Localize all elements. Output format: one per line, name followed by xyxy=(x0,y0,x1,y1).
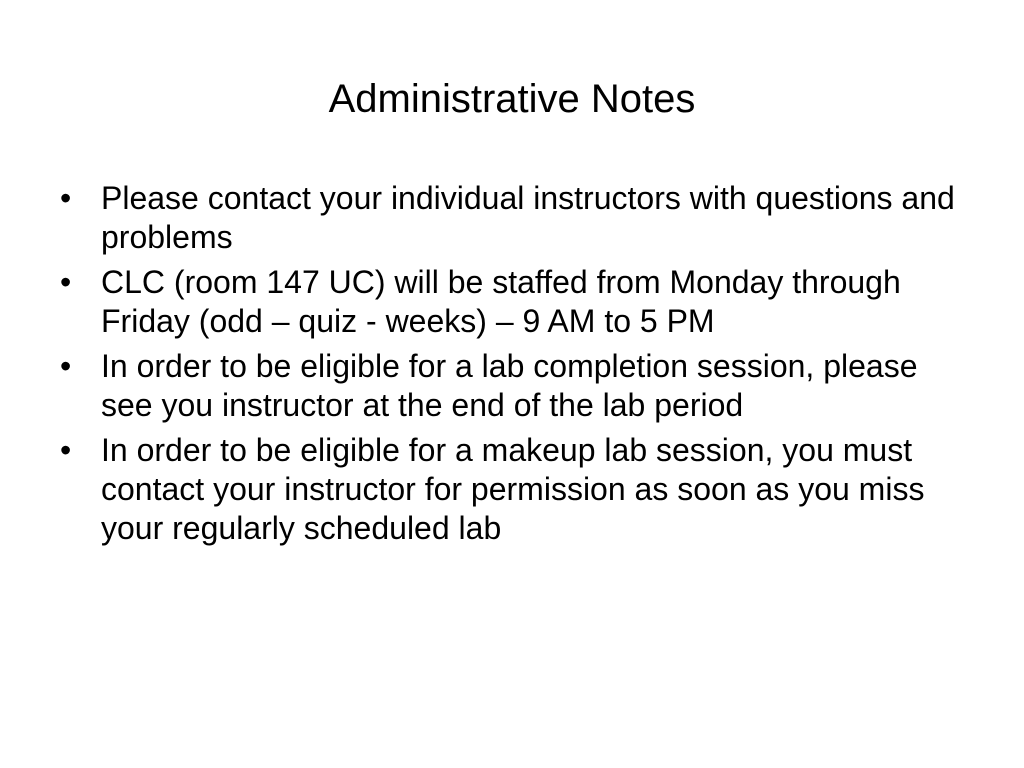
bullet-text: In order to be eligible for a lab completion session, please see you instructor at the end of the lab period xyxy=(101,348,918,423)
bullet-item xyxy=(60,431,970,548)
bullet-item xyxy=(60,263,970,341)
bullet-text: In order to be eligible for a makeup lab session, you must contact your instructor for permission as soon as you miss your regularly scheduled lab xyxy=(101,432,925,546)
bullet-icon: • xyxy=(60,180,72,216)
bullet-icon: • xyxy=(60,264,72,300)
bullet-text: CLC (room 147 UC) will be staffed from Monday through Friday (odd – quiz - weeks) – 9 AM to 5 PM xyxy=(101,264,901,339)
bullet-text: Please contact your individual instructors with questions and problems xyxy=(101,180,955,255)
slide-title: Administrative Notes xyxy=(328,77,696,121)
bullet-list xyxy=(60,179,970,554)
bullet-item xyxy=(60,347,970,425)
bullet-icon: • xyxy=(60,348,72,384)
bullet-icon: • xyxy=(60,432,72,468)
bullet-item xyxy=(60,179,970,257)
